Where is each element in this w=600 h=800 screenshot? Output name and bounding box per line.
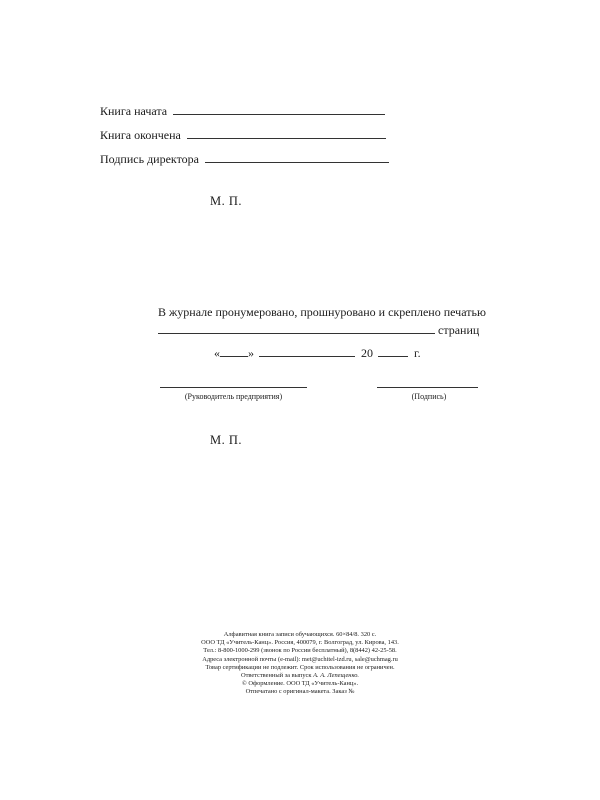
imprint-line: Тел.: 8-800-1000-299 (звонок по России бесплатный), 8(8442) 42-25-58. [203, 647, 397, 655]
date-field [214, 345, 421, 361]
day-blank[interactable] [220, 345, 248, 357]
book-started-blank[interactable] [173, 103, 385, 115]
pages-word: страниц [438, 323, 480, 337]
book-started-label: Книга начата [100, 104, 168, 118]
year-suffix: г. [414, 346, 421, 360]
imprint-line [150, 672, 450, 680]
imprint-line: ООО ТД «Учитель-Канц». Россия, 400079, г. Волгоград, ул. Кирова, 143. [201, 639, 399, 647]
pages-count-field [158, 322, 479, 338]
signature-caption: (Подпись) [411, 392, 447, 401]
certification-statement: В журнале пронумеровано, прошнуровано и скреплено печатью [158, 305, 486, 319]
imprint-line: Алфавитная книга записи обучающихся. 60×84/8. 320 с. [223, 631, 377, 638]
book-finished-blank[interactable] [187, 127, 386, 139]
month-blank[interactable] [259, 345, 355, 357]
imprint-line: Отпечатано с оригинал-макета. Заказ № [245, 688, 355, 696]
pages-count-blank[interactable] [158, 322, 435, 334]
signature-line[interactable] [377, 387, 478, 388]
head-caption: (Руководитель предприятия) [184, 392, 283, 401]
stamp-place-2: М. П. [210, 433, 243, 447]
imprint-line: Адреса электронной почты (e-mail): met@uchitel-izd.ru, sale@uchmag.ru [202, 655, 398, 663]
head-signature-line[interactable] [160, 387, 307, 388]
book-finished-field [100, 127, 386, 143]
imprint-line: Товар сертификации не подлежит. Срок использования не ограничен. [205, 663, 395, 671]
quote-close: » [248, 346, 254, 360]
imprint-line: © Оформление. ООО ТД «Учитель-Канц». [241, 680, 359, 688]
quote-open: « [214, 346, 220, 360]
responsible-label: Ответственный за выпуск [240, 672, 312, 680]
director-signature-field [100, 151, 389, 167]
responsible-name: А. А. Лепещенко. [313, 672, 360, 680]
book-started-field [100, 103, 385, 119]
year-blank[interactable] [378, 345, 408, 357]
director-signature-blank[interactable] [205, 151, 389, 163]
stamp-place-1: М. П. [210, 194, 243, 208]
year-prefix: 20 [361, 346, 373, 360]
director-signature-label: Подпись директора [100, 152, 200, 166]
imprint-block [150, 631, 450, 697]
book-finished-label: Книга окончена [100, 128, 181, 142]
